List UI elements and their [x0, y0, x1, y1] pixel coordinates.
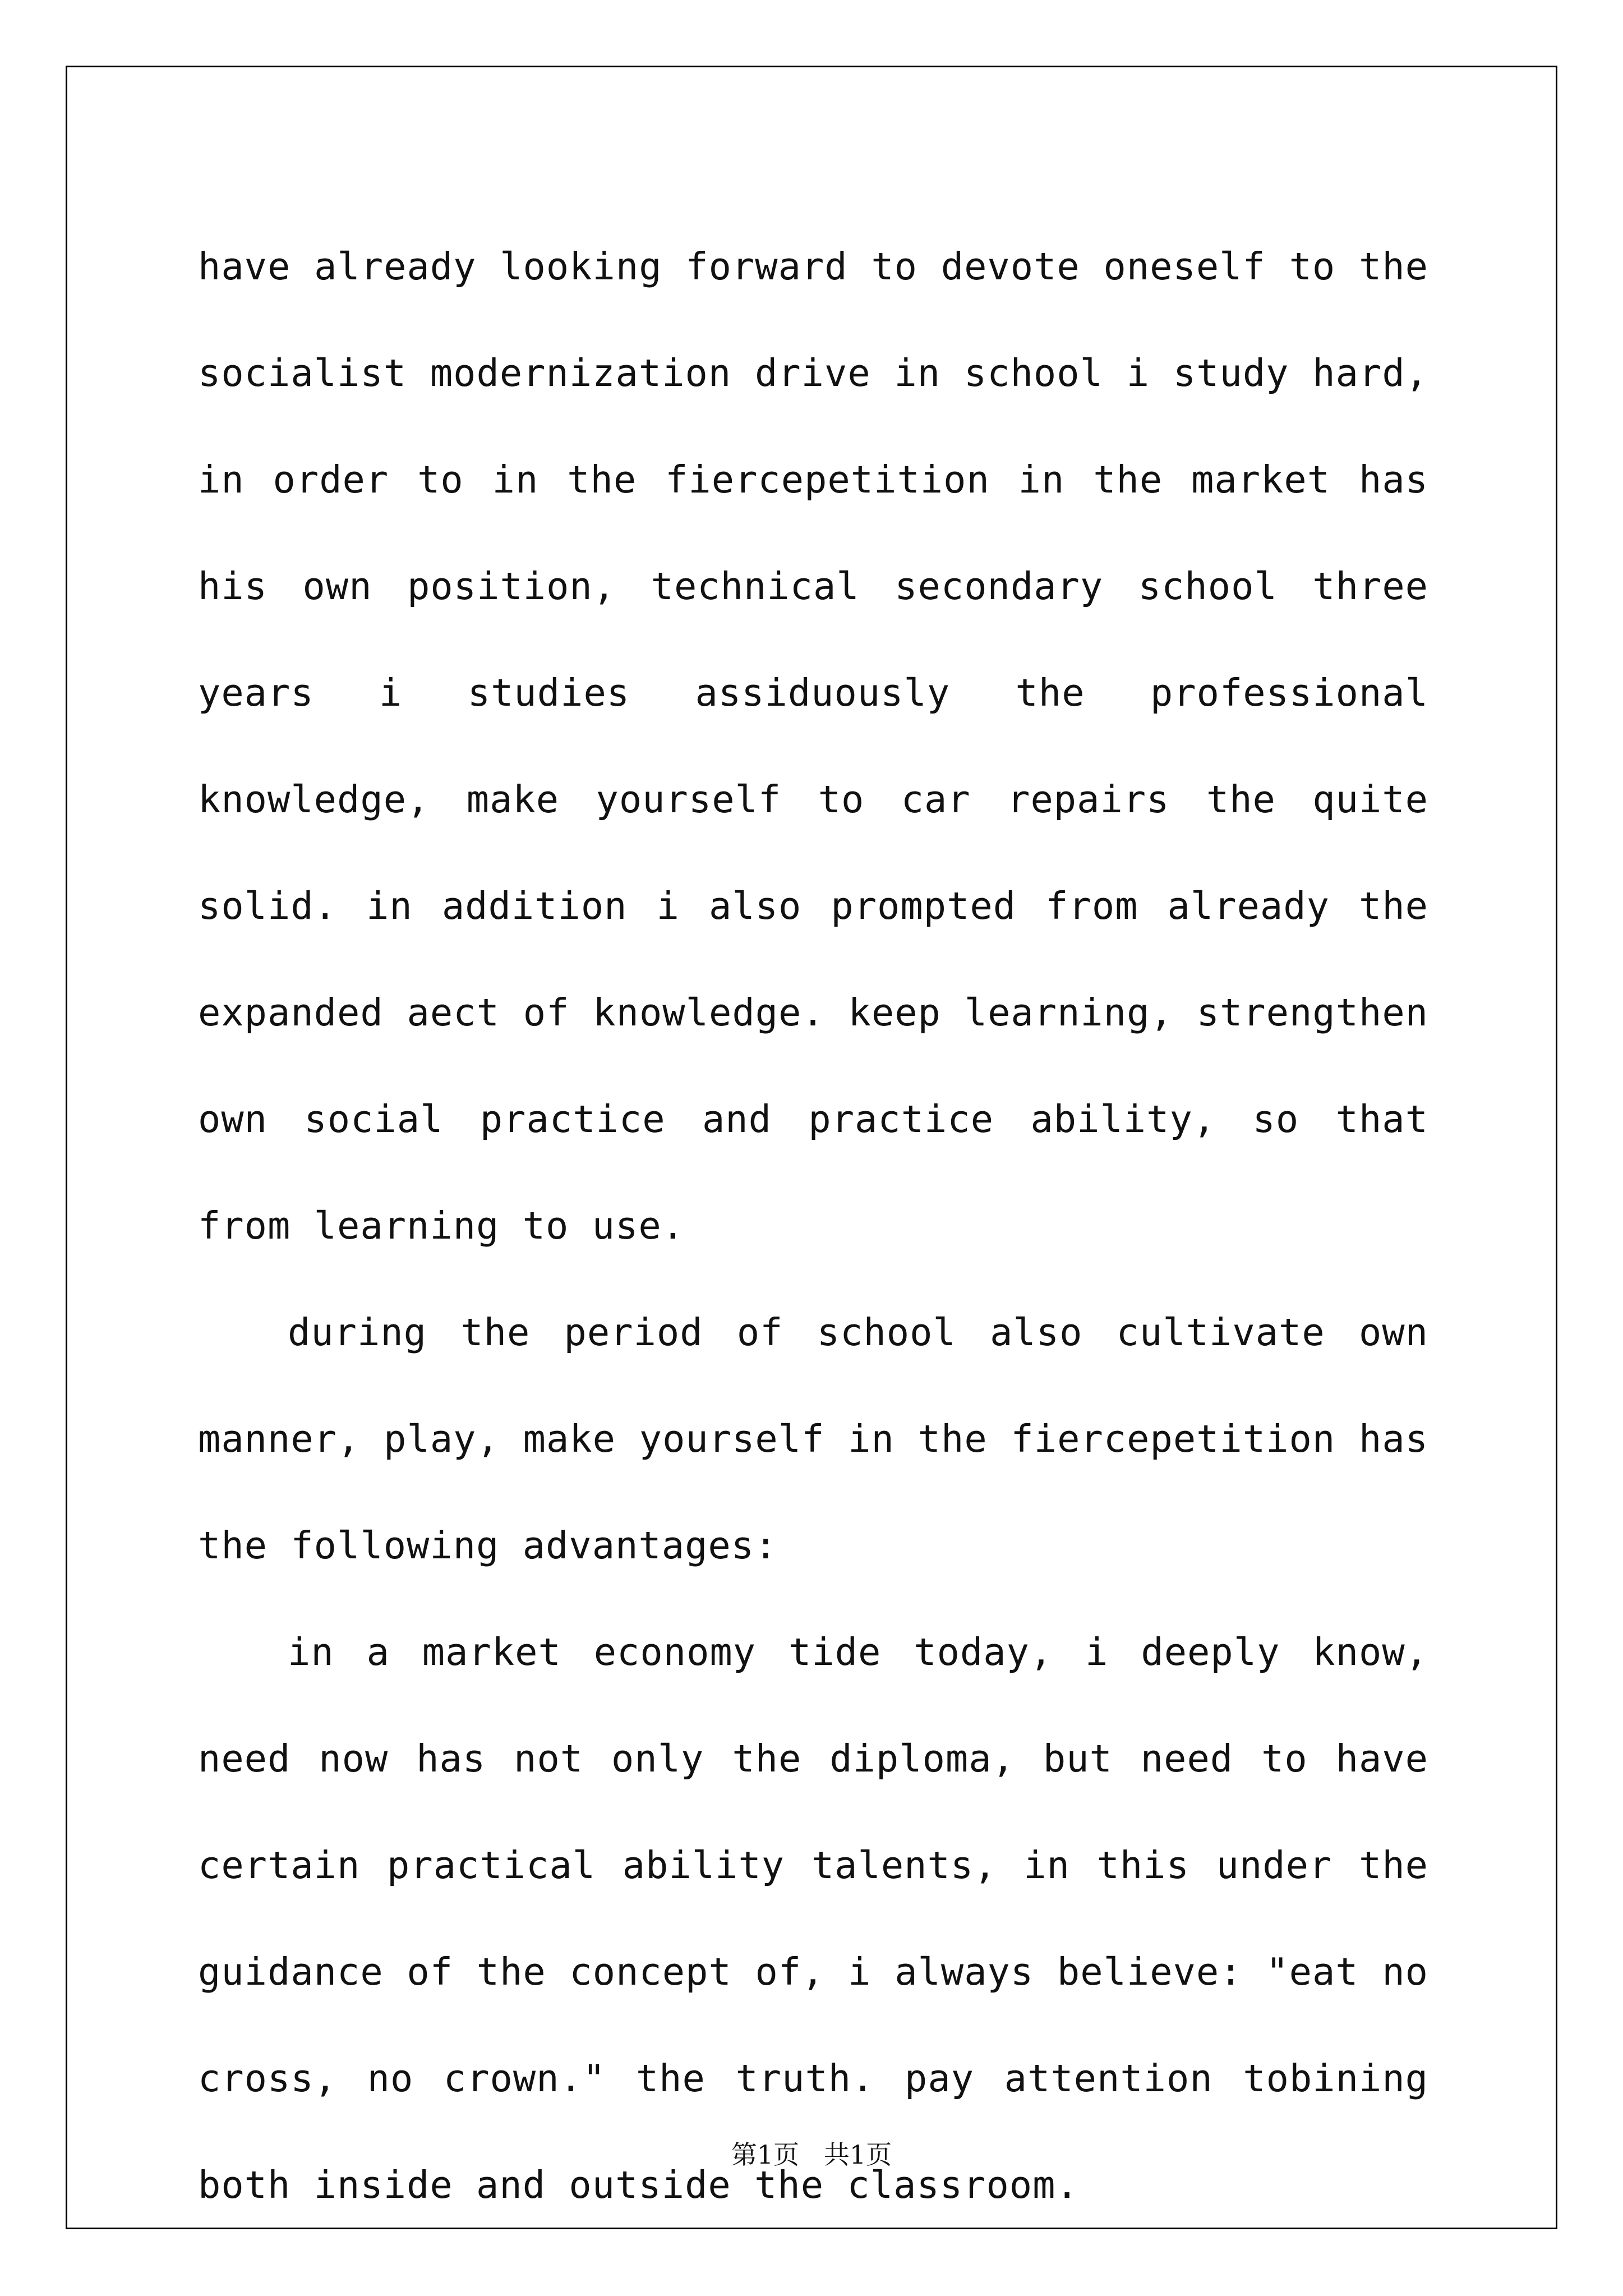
document-body	[198, 213, 1428, 2238]
paragraph-1: have already looking forward to devote oneself to the socialist modernization drive in school i study hard, in order to in the fiercepetition in the market has his own position, technical secondary school three years i studies assiduously the professional knowledge, make yourself to car repairs the quite solid. in addition i also prompted from already the expanded aect of knowledge. keep learning, strengthen own social practice and practice ability, so that from learning to use.	[198, 245, 1428, 1248]
page-footer: 第1页 共1页	[731, 2139, 892, 2170]
paragraph-2: during the period of school also cultivate own manner, play, make yourself in the fiercepetition has the following advantages:	[198, 1310, 1428, 1567]
paragraph-3: in a market economy tide today, i deeply know, need now has not only the diploma, but need to have certain practical ability talents, in this under the guidance of the concept of, i always believe: "eat no cross, no crown." the truth. pay attention tobining both inside and outside the classroom.	[198, 1630, 1428, 2207]
